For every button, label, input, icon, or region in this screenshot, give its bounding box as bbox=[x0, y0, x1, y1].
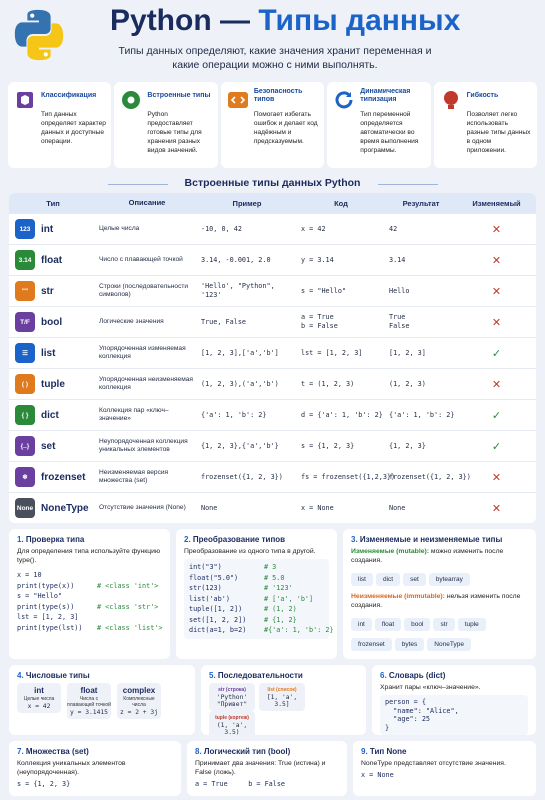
type-cell bbox=[9, 219, 97, 239]
type-cell bbox=[9, 498, 97, 518]
desc-cell: Целые числа bbox=[99, 224, 140, 232]
numeric-type-code: z = 2 + 3j bbox=[120, 709, 158, 716]
code-cell: y = 3.14 bbox=[301, 255, 334, 264]
type-badge: None bbox=[15, 498, 35, 518]
code-text: print(type(s)) bbox=[17, 602, 75, 611]
section-title: Встроенные типы данных Python bbox=[184, 177, 361, 189]
result-cell: (1, 2, 3) bbox=[389, 379, 426, 388]
table-row bbox=[9, 399, 536, 430]
header-cell: Результат bbox=[402, 198, 440, 208]
table-row bbox=[9, 430, 536, 461]
mutable-mark: ✓ bbox=[491, 409, 502, 422]
type-name: set bbox=[41, 440, 56, 452]
code-text: lst = [1, 2, 3] bbox=[17, 613, 79, 621]
immutable-chips bbox=[351, 613, 528, 653]
result-cell: 3.14 bbox=[389, 255, 406, 264]
code-comment: # {1, 2} bbox=[264, 615, 297, 624]
card-none bbox=[353, 741, 536, 796]
code-cell: lst = [1, 2, 3] bbox=[301, 348, 363, 357]
table-row bbox=[9, 213, 536, 244]
mutable-mark: ✕ bbox=[491, 223, 502, 236]
card-title: 6. Словарь (dict) bbox=[380, 671, 446, 680]
result-cell: {1, 2, 3} bbox=[389, 441, 426, 450]
type-name: str bbox=[41, 285, 54, 297]
code-comment: # ['a', 'b'] bbox=[264, 594, 314, 603]
card-type-conversion bbox=[176, 529, 337, 659]
result-cell: 42 bbox=[389, 224, 398, 233]
type-name: int bbox=[41, 223, 54, 235]
example-cell: 3.14, -0.001, 2.0 bbox=[201, 255, 271, 264]
desc-cell: Упорядоченная изменяемая коллекция bbox=[99, 344, 186, 360]
type-badge: T/F bbox=[15, 312, 35, 332]
sequence-columns bbox=[209, 683, 358, 739]
lightbulb-icon bbox=[439, 88, 463, 112]
type-chip: dict bbox=[376, 573, 400, 586]
mutable-chips bbox=[351, 568, 528, 588]
code-text: print(type(x)) bbox=[17, 581, 75, 590]
feature-card bbox=[221, 82, 324, 168]
sequence-example: 'Python' bbox=[216, 694, 248, 701]
card-text: Принимает два значения: True (истина) и False (ложь). bbox=[195, 760, 326, 776]
code-text: float("5.0") bbox=[189, 573, 239, 582]
code-text: str(123) bbox=[189, 584, 222, 592]
numeric-type-col bbox=[67, 683, 111, 719]
card-text: NoneType представляет отсутствие значения. bbox=[361, 760, 506, 767]
table-row bbox=[9, 461, 536, 492]
code-line bbox=[17, 570, 162, 581]
feature-title: Классификация bbox=[41, 92, 97, 99]
mutable-mark: ✕ bbox=[491, 254, 502, 267]
code-line bbox=[17, 623, 162, 634]
feature-card bbox=[114, 82, 217, 168]
code-comment: # <class 'int'> bbox=[97, 581, 159, 590]
numeric-type-name: complex bbox=[122, 686, 156, 695]
type-name: frozenset bbox=[41, 471, 86, 483]
cube-icon bbox=[13, 88, 37, 112]
table-row bbox=[9, 306, 536, 337]
numeric-type-desc: Целые числа bbox=[23, 696, 55, 702]
code-block: person = { "name": "Alice", "age": 25 } bbox=[380, 695, 528, 735]
code-comment: # '123' bbox=[264, 584, 293, 592]
code-cell: s = {1, 2, 3} bbox=[301, 441, 355, 450]
card-title: 1. Проверка типа bbox=[17, 535, 85, 544]
numeric-type-col bbox=[117, 683, 161, 719]
code-cell: x = None bbox=[301, 503, 334, 512]
code-icon bbox=[226, 88, 250, 112]
code-line bbox=[17, 602, 162, 613]
type-chip: str bbox=[433, 618, 454, 631]
table-row bbox=[9, 275, 536, 306]
code-text: set([1, 2, 2]) bbox=[189, 615, 247, 624]
type-chip: set bbox=[403, 573, 426, 586]
feature-title: Динамическая типизация bbox=[360, 88, 411, 103]
feature-card bbox=[327, 82, 430, 168]
feature-card bbox=[434, 82, 537, 168]
code-text: dict(a=1, b=2) bbox=[189, 626, 247, 634]
numeric-type-desc: Комплексные числа bbox=[123, 696, 155, 708]
example-cell: (1, 2, 3),('a','b') bbox=[201, 379, 279, 388]
card-numeric-types bbox=[9, 665, 195, 735]
code-cell: a = True b = False bbox=[301, 313, 338, 330]
sequence-col bbox=[209, 683, 255, 711]
code-text: print(type(lst)) bbox=[17, 623, 83, 632]
code-cell: x = 42 bbox=[301, 224, 326, 233]
type-badge: ❄ bbox=[15, 467, 35, 487]
type-chip: bool bbox=[404, 618, 430, 631]
numeric-type-desc: Числа с плавающей точкой bbox=[67, 696, 111, 708]
card-title: 7. Множества (set) bbox=[17, 747, 89, 756]
type-chip: tuple bbox=[458, 618, 486, 631]
code-line bbox=[17, 612, 162, 623]
card-title: 4. Числовые типы bbox=[17, 671, 90, 680]
result-cell: Hello bbox=[389, 286, 410, 295]
types-table bbox=[9, 193, 536, 523]
feature-desc: Тип переменной определяется автоматически во время выполнения программы. bbox=[360, 111, 419, 154]
desc-cell: Число с плавающей точкой bbox=[99, 255, 183, 263]
type-name: tuple bbox=[41, 378, 65, 390]
type-chip: list bbox=[351, 573, 373, 586]
result-cell: frozenset({1, 2, 3}) bbox=[389, 472, 471, 481]
code-line bbox=[189, 615, 324, 626]
code-comment: # <class 'list'> bbox=[97, 623, 163, 632]
mutable-mark: ✓ bbox=[491, 347, 502, 360]
type-cell bbox=[9, 281, 97, 301]
code-text: x = 10 bbox=[17, 571, 42, 579]
code-block bbox=[184, 559, 334, 639]
example-cell: -10, 0, 42 bbox=[201, 224, 242, 233]
type-cell bbox=[9, 374, 97, 394]
table-row bbox=[9, 337, 536, 368]
code-block: a = True b = False bbox=[195, 780, 286, 788]
mutable-mark: ✕ bbox=[491, 316, 502, 329]
type-cell bbox=[9, 343, 97, 363]
code-cell: s = "Hello" bbox=[301, 286, 347, 295]
table-row bbox=[9, 492, 536, 523]
card-bool bbox=[187, 741, 347, 796]
table-row bbox=[9, 244, 536, 275]
code-line bbox=[189, 594, 324, 605]
numeric-type-name: int bbox=[34, 686, 44, 695]
type-name: list bbox=[41, 347, 56, 359]
desc-cell: Логические значения bbox=[99, 317, 164, 325]
sequence-example: (1, 'a', 3.5) bbox=[216, 722, 248, 736]
type-badge: {..} bbox=[15, 436, 35, 456]
example-cell: {'a': 1, 'b': 2} bbox=[201, 410, 267, 419]
sequence-name: tuple (кортеж) bbox=[215, 715, 249, 721]
table-row bbox=[9, 368, 536, 399]
card-title: 3. Изменяемые и неизменяемые типы bbox=[351, 535, 503, 544]
header bbox=[0, 0, 545, 82]
type-chip: bytearray bbox=[429, 573, 470, 586]
code-text: s = "Hello" bbox=[17, 592, 63, 600]
type-badge: "" bbox=[15, 281, 35, 301]
refresh-icon bbox=[332, 88, 356, 112]
type-badge: ( ) bbox=[15, 374, 35, 394]
page-title: Python — Типы данных bbox=[110, 4, 461, 37]
header-cell: Тип bbox=[46, 198, 60, 208]
card-text: Для определения типа используйте функцию type(). bbox=[17, 548, 161, 564]
card-text: Изменяемые (mutable): можно изменить после создания. bbox=[351, 548, 504, 564]
mutable-mark: ✓ bbox=[491, 440, 502, 453]
code-line bbox=[189, 573, 324, 584]
numeric-type-col bbox=[17, 683, 61, 713]
card-type-check bbox=[9, 529, 170, 659]
type-cell bbox=[9, 405, 97, 425]
numeric-columns bbox=[17, 683, 187, 719]
card-text: Коллекция уникальных элементов (неупорядоченная). bbox=[17, 760, 126, 776]
example-cell: 'Hello', "Python", '123' bbox=[201, 282, 275, 299]
code-line bbox=[189, 604, 324, 615]
code-cell: t = (1, 2, 3) bbox=[301, 379, 355, 388]
header-cell: Описание bbox=[128, 197, 166, 207]
numeric-type-code: y = 3.1415 bbox=[70, 709, 108, 716]
mutable-mark: ✕ bbox=[491, 378, 502, 391]
type-cell bbox=[9, 312, 97, 332]
code-cell: d = {'a': 1, 'b': 2} bbox=[301, 410, 383, 419]
sequence-example: [1, 'a', 3.5] bbox=[266, 694, 298, 708]
type-chip: bytes bbox=[395, 638, 425, 651]
features-row bbox=[8, 82, 537, 168]
code-line bbox=[17, 591, 162, 602]
type-name: NoneType bbox=[41, 502, 89, 514]
type-chip: NoneType bbox=[427, 638, 471, 651]
code-line bbox=[189, 583, 324, 594]
result-cell: True False bbox=[389, 313, 410, 330]
python-logo-icon bbox=[10, 6, 68, 64]
desc-cell: Отсутствие значения (None) bbox=[99, 503, 186, 511]
type-chip: frozenset bbox=[351, 638, 392, 651]
sequence-name: list (список) bbox=[267, 687, 297, 693]
desc-cell: Неупорядоченная коллекция уникальных элементов bbox=[99, 437, 188, 453]
code-block: x = None bbox=[361, 771, 394, 779]
code-comment: # (1, 2) bbox=[264, 605, 297, 613]
result-cell: [1, 2, 3] bbox=[389, 348, 426, 357]
type-cell bbox=[9, 467, 97, 487]
desc-cell: Строки (последовательности символов) bbox=[99, 282, 189, 298]
code-line bbox=[189, 625, 334, 636]
type-chip: float bbox=[375, 618, 401, 631]
card-title: 5. Последовательности bbox=[209, 671, 303, 680]
code-block: s = {1, 2, 3} bbox=[17, 780, 71, 788]
type-cell bbox=[9, 250, 97, 270]
type-name: float bbox=[41, 254, 63, 266]
numeric-type-name: float bbox=[80, 686, 98, 695]
type-name: dict bbox=[41, 409, 59, 421]
type-badge: ☰ bbox=[15, 343, 35, 363]
sequence-example: "Привет" bbox=[216, 701, 248, 708]
feature-card bbox=[8, 82, 111, 168]
mutable-mark: ✕ bbox=[491, 285, 502, 298]
feature-title: Безопасность типов bbox=[253, 88, 303, 103]
desc-cell: Коллекция пар «ключ–значение» bbox=[99, 406, 169, 422]
code-line bbox=[189, 562, 324, 573]
card-text: Хранит пары «ключ–значение». bbox=[380, 684, 481, 691]
page-subtitle: Типы данных определяют, какие значения хранит переменная и какие операции можно с ними выполнять. bbox=[118, 45, 432, 71]
table-header bbox=[9, 193, 536, 213]
code-cell: fs = frozenset({1,2,3}) bbox=[301, 472, 396, 481]
card-title: 9. Тип None bbox=[361, 747, 407, 756]
header-cell: Код bbox=[334, 198, 348, 208]
feature-desc: Тип данных определяет характер данных и доступные операции. bbox=[41, 111, 106, 145]
feature-desc: Python предоставляет готовые типы для хранения разных видов значений. bbox=[147, 111, 202, 154]
feature-title: Встроенные типы bbox=[147, 92, 211, 99]
type-badge: 123 bbox=[15, 219, 35, 239]
header-cell: Пример bbox=[232, 198, 262, 208]
feature-title: Гибкость bbox=[466, 92, 499, 99]
card-text: Преобразование из одного типа в другой. bbox=[184, 548, 316, 555]
code-line bbox=[17, 581, 162, 592]
code-comment: # 5.0 bbox=[264, 573, 285, 582]
card-set bbox=[9, 741, 181, 796]
numeric-type-code: x = 42 bbox=[27, 703, 51, 710]
sequence-col bbox=[259, 683, 305, 711]
card-sequences bbox=[201, 665, 366, 735]
card-title: 8. Логический тип (bool) bbox=[195, 747, 291, 756]
result-cell: None bbox=[389, 503, 406, 512]
type-badge: 3.14 bbox=[15, 250, 35, 270]
feature-desc: Позволяет легко использовать разные типы данных в одном приложении. bbox=[466, 111, 531, 154]
card-dict bbox=[372, 665, 536, 735]
code-text: tuple([1, 2]) bbox=[189, 605, 243, 613]
card-mutability bbox=[343, 529, 536, 659]
type-chip: int bbox=[351, 618, 372, 631]
header-cell: Изменяемый bbox=[472, 198, 521, 208]
sequence-col bbox=[209, 711, 255, 739]
divider bbox=[378, 184, 438, 185]
desc-cell: Упорядоченная неизменяемая коллекция bbox=[99, 375, 193, 391]
card-title: 2. Преобразование типов bbox=[184, 535, 286, 544]
mutable-mark: ✕ bbox=[491, 502, 502, 515]
gear-icon bbox=[119, 88, 143, 112]
example-cell: [1, 2, 3],['a','b'] bbox=[201, 348, 279, 357]
code-comment: # <class 'str'> bbox=[97, 602, 159, 611]
example-cell: True, False bbox=[201, 317, 247, 326]
code-text: int("3") bbox=[189, 563, 222, 571]
code-comment: # 3 bbox=[264, 563, 277, 571]
code-text: list('ab') bbox=[189, 594, 230, 603]
sequence-name: str (строка) bbox=[218, 687, 246, 693]
example-cell: {1, 2, 3},{'a','b'} bbox=[201, 441, 279, 450]
feature-desc: Помогает избегать ошибок и делает код надёжным и предсказуемым. bbox=[253, 111, 318, 145]
type-cell bbox=[9, 436, 97, 456]
code-block bbox=[17, 570, 162, 633]
type-badge: { } bbox=[15, 405, 35, 425]
type-name: bool bbox=[41, 316, 63, 328]
example-cell: frozenset({1, 2, 3}) bbox=[201, 472, 283, 481]
desc-cell: Неизменяемая версия множества (set) bbox=[99, 468, 169, 484]
mutable-mark: ✕ bbox=[491, 471, 502, 484]
example-cell: None bbox=[201, 503, 218, 512]
code-comment: #{'a': 1, 'b': 2} bbox=[264, 626, 334, 634]
result-cell: {'a': 1, 'b': 2} bbox=[389, 410, 455, 419]
card-text: Неизменяемые (immutable): нельзя изменить после создания. bbox=[351, 593, 521, 609]
